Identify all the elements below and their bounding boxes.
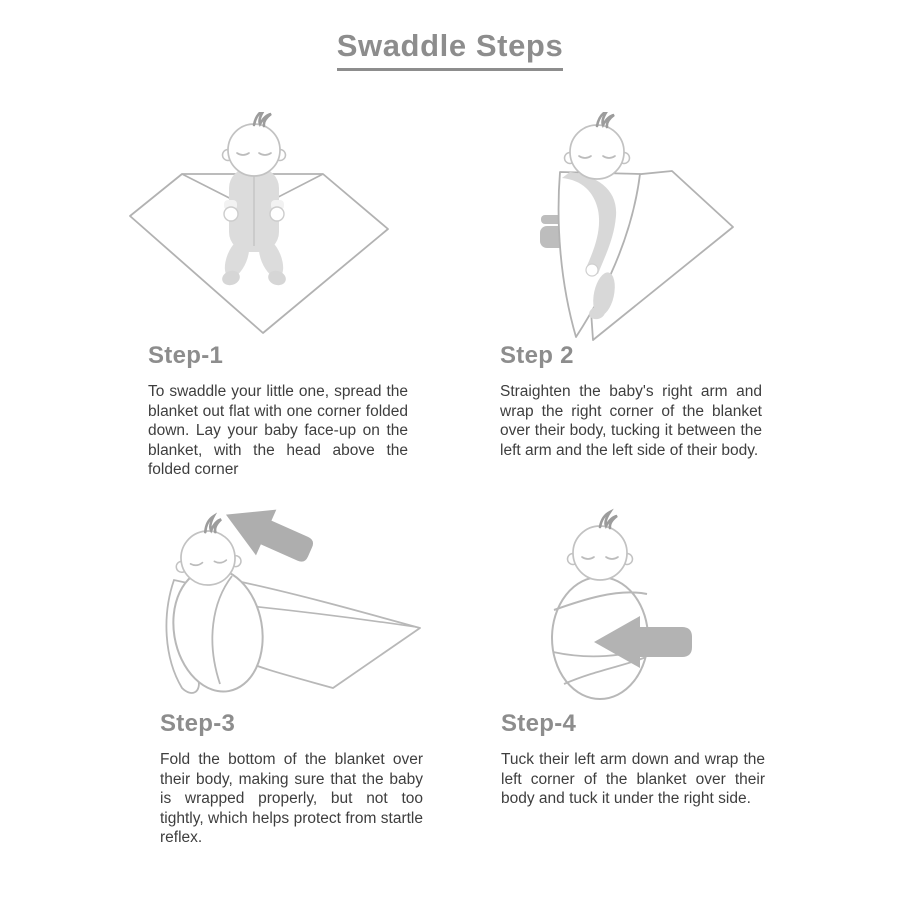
bottom-corner-fold-arrow-icon xyxy=(140,500,440,705)
hair-curl-icon xyxy=(204,515,223,533)
step1-description: To swaddle your little one, spread the blanket out flat with one corner folded down. Lay your baby face-up on the blanket, with the head above the folded corner xyxy=(148,383,408,479)
step4-title: Step-4 xyxy=(501,710,577,737)
step3-description: Fold the bottom of the blanket over their body, making sure that the baby is wrapped properly, but not too tightly, which helps protect from startle reflex. xyxy=(160,751,423,847)
step3-card xyxy=(160,710,423,848)
step2-title: Step 2 xyxy=(500,342,574,369)
step1-title: Step-1 xyxy=(148,342,224,369)
step1-illustration xyxy=(118,112,408,344)
step3-illustration xyxy=(140,500,440,705)
step4-illustration xyxy=(520,500,760,705)
page-title-text: Swaddle Steps xyxy=(337,28,564,71)
step3-title: Step-3 xyxy=(160,710,236,737)
step2-illustration xyxy=(500,112,762,344)
baby-head xyxy=(565,112,630,179)
page-title xyxy=(0,28,900,71)
step4-card xyxy=(501,710,765,809)
step2-description: Straighten the baby's right arm and wrap the right corner of the blanket over their body, tucking it between the left arm and the left side of their body. xyxy=(500,383,762,459)
baby-head xyxy=(568,512,633,580)
fully-swaddled-arrow-icon xyxy=(520,500,760,705)
step2-card xyxy=(500,342,762,460)
baby-head xyxy=(223,112,286,176)
baby-on-flat-blanket-icon xyxy=(118,112,408,344)
right-corner-wrapped-icon xyxy=(500,112,762,344)
step1-card xyxy=(148,342,408,480)
step4-description: Tuck their left arm down and wrap the left corner of the blanket over their body and tuck it under the right side. xyxy=(501,751,765,808)
